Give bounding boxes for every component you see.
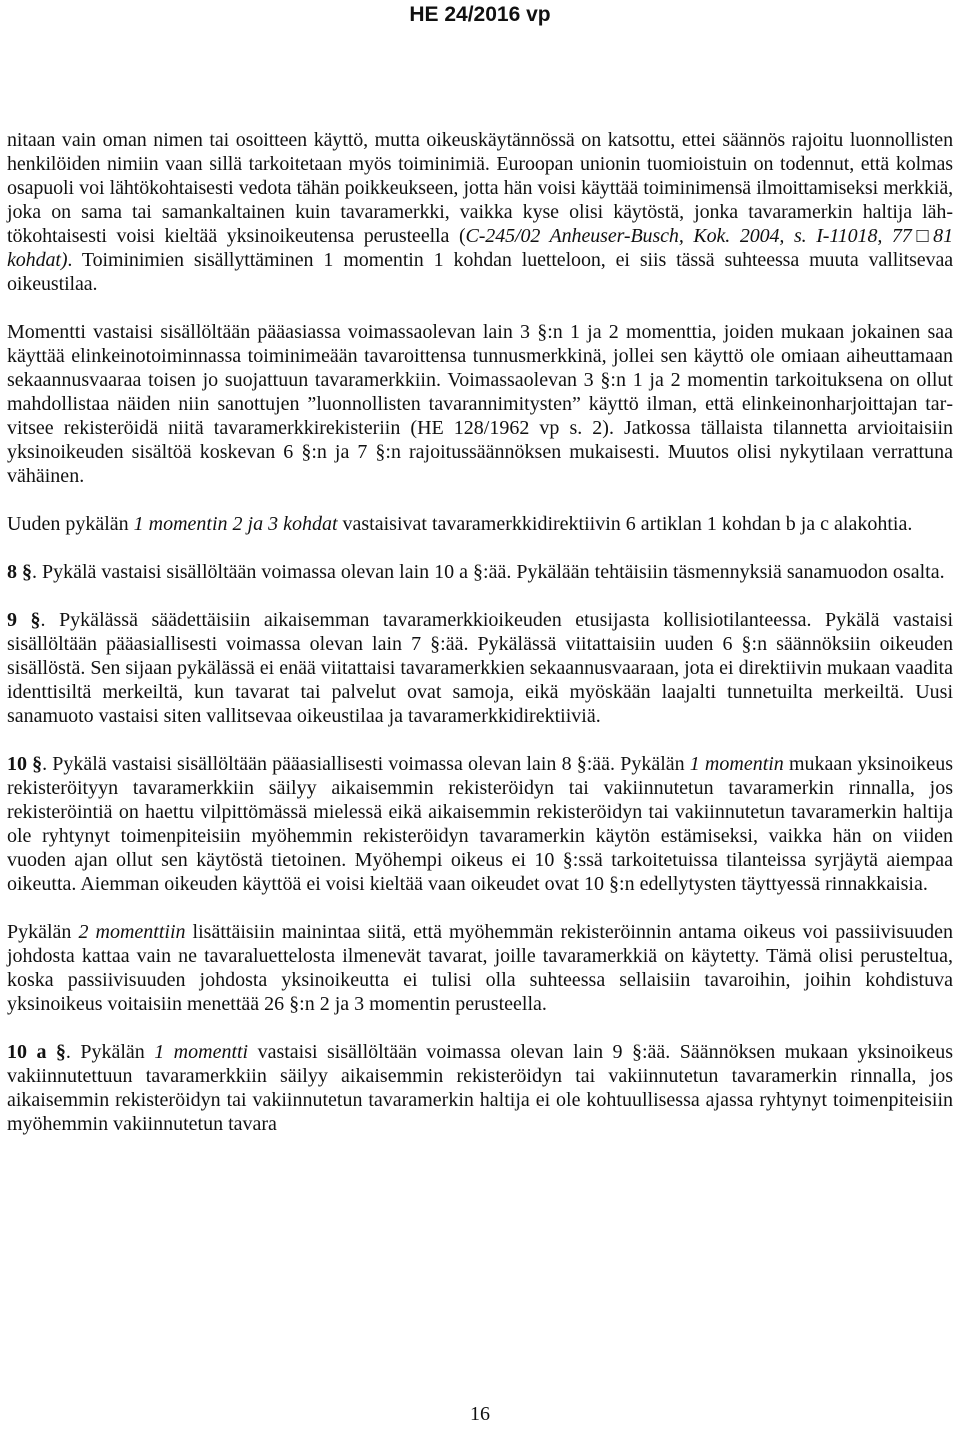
italic-reference: 1 momentin 2 ja 3 kohdat [133,513,338,535]
document-header: HE 24/2016 vp [409,3,551,26]
paragraph-section-10 [7,752,953,896]
italic-reference: 2 momenttiin [78,921,186,943]
italic-reference: 1 momentin [689,753,784,775]
case-reference: C-245/02 Anheuser-Busch, Kok. 2004, s. I-11018, 77□81 kohdat) [7,225,953,271]
paragraph-text: Momentti vastaisi sisällöltään pääasiassa voimassaolevan lain 3 §:n 1 ja 2 momenttia, joiden mukaan jokainen saa käyttää elinkeinotoiminnassa toiminimeään tavaroittensa tunnusmerkkinä, jollei sen käyttö ole omiaan aiheuttamaan sekaannusvaaraa toisen jo suojattuun tavaramerkkiin. Voimassaolevan 3 §:n 1 ja 2 momentin tarkoituksena on ollut mahdollistaa näiden niin sanottujen ”luonnollisten tavarannimitysten” käyttö ilman, että elinkeinonharjoittajan tarvitsee rekisteröidä niitä tavaramerkkirekisteriin (HE 128/1962 vp s. 2). Jatkossa tällaista tilannetta arvioitaisiin yksinoikeuden sisältöä koskevan 6 §:n ja 7 §:n rajoitussäännöksen mukaisesti. Muutos olisi nykytilaan verrattuna vähäinen. [7,321,953,487]
section-number: 8 § [7,561,32,583]
paragraph-text: nitaan vain oman nimen tai osoitteen käyttö, mutta oikeuskäytännössä on katsottu, ettei säännös rajoitu luonnollisten henkilöiden nimiin vaan sillä tarkoitetaan myös toiminimiä. Euroopan unionin tuomioistuin on todennut, että kolmas osapuoli voi lähtökohtaisesti vedota tähän poikkeukseen, jotta hän voisi käyttää toiminimensä ilmoittamiseksi merkkiä, joka on sama tai samankaltainen kuin tavaramerkki, vaikka kyse olisi käytöstä, jonka tavaramerkin haltija lähtökohtaisesti voisi kieltää yksinoikeutensa perusteella ( [7,129,953,247]
paragraph-text: Uuden pykälän [7,513,134,535]
paragraph-section-10a [7,1040,953,1136]
section-number: 10 a § [7,1041,66,1063]
paragraph-text: vastaisi sisällöltään voimassa olevan lain 9 §:ää. Säännöksen mukaan yksinoikeus vakiinnutettuun tavaramerkkiin säilyy aikaisemmin rekisteröidyn tai vakiinnutetun tavaramerkin rinnalla, jos aikaisemmin rekisteröidyn tai vakiinnutetun tavaramerkin haltija ei ole kohtuullisessa ajassa ryhtynyt toimenpiteisiin myöhemmin vakiinnutetun tavara [7,1041,954,1135]
section-number: 10 § [7,753,43,775]
page-number: 16 [470,1403,490,1425]
paragraph-text: . Pykälän [65,1041,155,1063]
document-body [7,128,953,1136]
paragraph-section-9 [7,608,953,728]
paragraph-text: vastaisivat tavaramerkkidirektiivin 6 artiklan 1 kohdan b ja c alakohtia. [337,513,913,535]
paragraph-text: . Pykälä vastaisi sisällöltään voimassa olevan lain 10 a §:ää. Pykälään tehtäisiin täsmennyksiä sanamuodon osalta. [32,561,945,583]
paragraph-momentti [7,320,953,488]
paragraph-text: mukaan yksinoikeus rekisteröityyn tavaramerkkiin säilyy aikaisemmin rekisteröidyn tai vakiinnutetun tavaramerkin rinnalla, jos rekisteröintiä on haettu vilpittömässä mielessä eikä aikaisemmin rekisteröidyn tai vakiinnutetun tavaramerkin haltija ole ryhtynyt toimenpiteisiin myöhemmin rekisteröidyn tavaramerkin käytön estämiseksi, vaikka hän on viiden vuoden ajan ollut sen käytöstä tietoinen. Myöhempi oikeus ei 10 §:ssä tarkoitetuissa tilanteissa syrjäytä aiempaa oikeutta. Aiemman oikeuden käyttöä ei voisi kieltää vaan oikeudet ovat 10 §:n edellytysten täyttyessä rinnakkaisia. [7,753,953,895]
paragraph-toiminimi [7,128,953,296]
paragraph-text: . Pykälä vastaisi sisällöltään pääasiallisesti voimassa olevan lain 8 §:ää. Pykälän [42,753,690,775]
paragraph-section-8 [7,560,953,584]
italic-reference: 1 momentti [154,1041,249,1063]
paragraph-uuden-pykalan [7,512,953,536]
section-number: 9 § [7,609,41,631]
paragraph-text: Pykälän [7,921,79,943]
paragraph-text: . Toiminimien sisällyttäminen 1 momentin 1 kohdan luetteloon, ei siis tässä suhteessa muuta vallitsevaa oikeustilaa. [7,249,953,295]
paragraph-text: . Pykälässä säädettäisiin aikaisemman tavaramerkkioikeuden etusijasta kollisiotilanteessa. Pykälä vastaisi sisällöltään pääasiallisesti voimassa olevan lain 7 §:ää. Pykälässä viitattaisiin uuden 6 §:n säännöksiin oikeuden sisällöstä. Sen sijaan pykälässä ei enää viitattaisi tavaramerkkien sekaannusvaaraan, jota ei direktiivin mukaan vaadita identtisiltä merkeiltä, kun tavarat tai palvelut ovat samoja, eikä myöskään laajalti tunnetuilta merkeiltä. Uusi sanamuoto vastaisi siten vallitsevaa oikeustilaa ja tavaramerkkidirektiiviä. [7,609,953,727]
paragraph-section-10-moment-2 [7,920,953,1016]
paragraph-text: lisättäisiin mainintaa siitä, että myöhemmän rekisteröinnin antama oikeus voi passiivisuuden johdosta kattaa vain ne tavaraluettelosta ilmenevät tavarat, joille tavaramerkkiä on käytetty. Tämä olisi perusteltua, koska passiivisuuden johdosta yksinoikeutta ei tulisi olla suhteessa sellaisiin tavaroihin, joihin kohdistuva yksinoikeus voitaisiin menettää 26 §:n 2 ja 3 momentin perusteella. [7,921,953,1015]
